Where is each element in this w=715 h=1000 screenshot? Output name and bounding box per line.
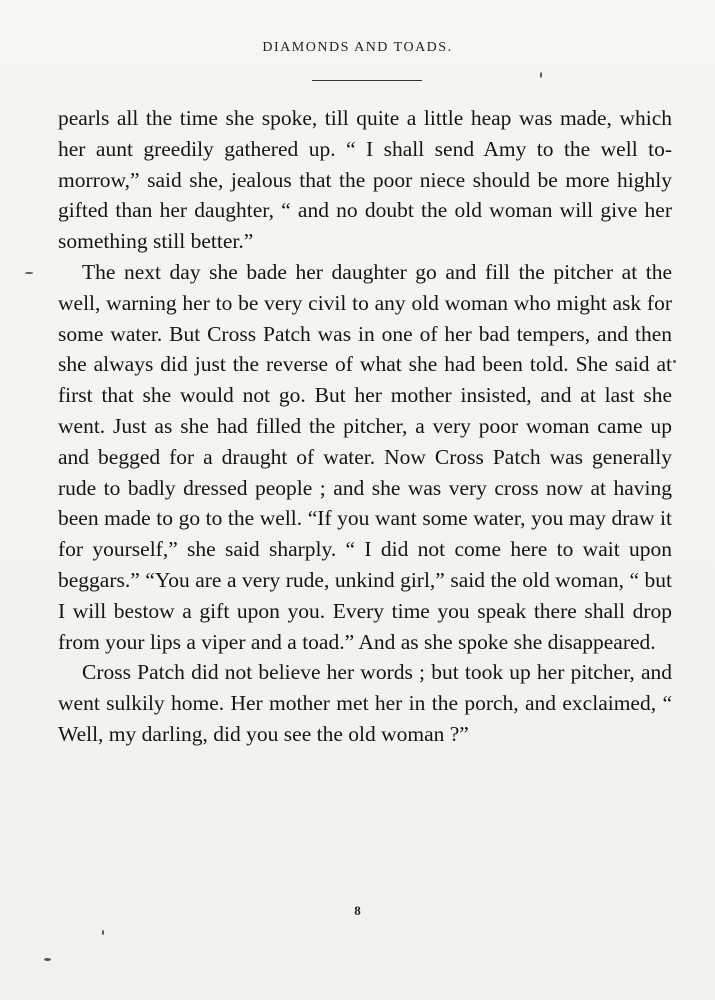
ink-speck bbox=[102, 930, 104, 935]
body-text bbox=[58, 103, 672, 750]
ink-speck bbox=[673, 360, 676, 363]
paragraph-3: Cross Patch did not believe her words ; but took up her pitcher, and went sulkily home. Her mother met her in the porch, and exclaimed, “ Well, my darling, did you see the old woman ?” bbox=[58, 660, 672, 746]
paragraph-2: The next day she bade her daughter go and fill the pitcher at the well, warning her to be very civil to any old woman who might ask for some water. But Cross Patch was in one of her bad tempers, and then she always did just the reverse of what she had been told. She said at first that she would not go. But her mother insisted, and at last she went. Just as she had filled the pitcher, a very poor woman came up and begged for a draught of water. Now Cross Patch was generally rude to badly dressed people ; and she was very cross now at having been made to go to the well. “If you want some water, you may draw it for yourself,” she said sharply. “ I did not come here to wait upon beggars.” “You are a very rude, unkind girl,” said the old woman, “ but I will bestow a gift upon you. Every time you speak there shall drop from your lips a viper and a toad.” And as she spoke she disappeared. bbox=[58, 259, 672, 654]
ink-speck bbox=[25, 272, 33, 274]
ink-speck bbox=[44, 958, 51, 961]
running-title: DIAMONDS AND TOADS. bbox=[262, 40, 453, 55]
ink-speck bbox=[540, 72, 542, 78]
paragraph-1: pearls all the time she spoke, till quite a little heap was made, which her aunt greedily gathered up. “ I shall send Amy to the well to-morrow,” said she, jealous that the poor niece should be more highly gifted than her daughter, “ and no doubt the old woman will give her something still better.” bbox=[58, 106, 672, 254]
page-number: 8 bbox=[354, 903, 361, 918]
header-rule bbox=[312, 80, 422, 81]
